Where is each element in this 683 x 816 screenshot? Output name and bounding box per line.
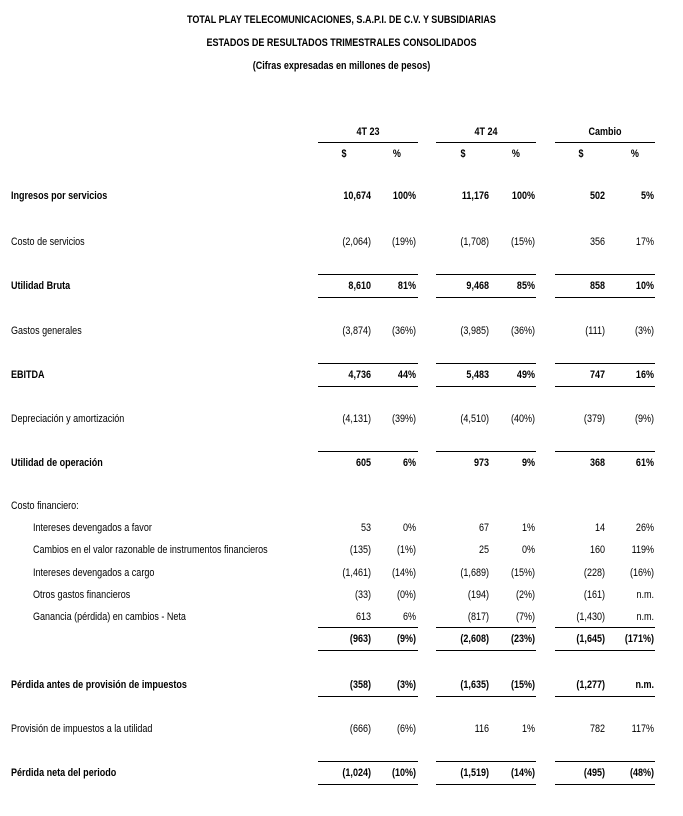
rule-line <box>436 451 536 452</box>
row-value: 9,468 <box>466 280 489 292</box>
rule-line <box>318 761 418 762</box>
row-value: (495) <box>583 767 605 779</box>
rule-line <box>318 696 418 697</box>
column-group-underline <box>555 142 655 143</box>
row-label: Otros gastos financieros <box>33 589 131 601</box>
row-value: (1,024) <box>342 767 371 779</box>
row-value: (14%) <box>391 567 416 579</box>
column-subheader: $ <box>460 148 466 160</box>
row-label: Utilidad Bruta <box>11 280 71 292</box>
statement-title: ESTADOS DE RESULTADOS TRIMESTRALES CONSOLIDADOS <box>206 37 477 49</box>
row-value: 5% <box>640 190 654 202</box>
row-value: (36%) <box>510 325 535 337</box>
rule-line <box>555 784 655 785</box>
row-label: Depreciación y amortización <box>11 413 125 425</box>
row-label: Cambios en el valor razonable de instrumentos financieros <box>33 544 268 556</box>
row-value: 368 <box>589 457 605 469</box>
row-value: (1,461) <box>342 567 371 579</box>
row-value: (14%) <box>510 767 535 779</box>
row-value: (1,708) <box>460 236 489 248</box>
row-value: 356 <box>589 236 605 248</box>
rule-line <box>318 386 418 387</box>
row-value: 502 <box>589 190 605 202</box>
company-title: TOTAL PLAY TELECOMUNICACIONES, S.A.P.I. DE C.V. Y SUBSIDIARIAS <box>187 14 496 26</box>
row-value: (194) <box>467 589 489 601</box>
row-value: 81% <box>397 280 416 292</box>
row-value: (15%) <box>510 679 535 691</box>
row-value: (36%) <box>391 325 416 337</box>
rule-line <box>318 363 418 364</box>
row-value: n.m. <box>636 589 654 601</box>
row-value: 782 <box>589 723 605 735</box>
row-label: Costo financiero: <box>11 500 79 512</box>
row-label: Ingresos por servicios <box>11 190 108 202</box>
column-group-4t24: 4T 24 <box>474 126 498 138</box>
row-value: (3,874) <box>342 325 371 337</box>
rule-line <box>318 627 418 628</box>
rule-line <box>555 386 655 387</box>
rule-line <box>318 297 418 298</box>
row-value: (15%) <box>510 236 535 248</box>
row-value: (111) <box>585 325 605 337</box>
row-label: Intereses devengados a cargo <box>33 567 155 579</box>
rule-line <box>555 363 655 364</box>
rule-line <box>555 696 655 697</box>
row-value: (19%) <box>391 236 416 248</box>
rule-line <box>318 274 418 275</box>
rule-line <box>318 451 418 452</box>
row-value: 44% <box>397 369 416 381</box>
row-value: (1,519) <box>460 767 489 779</box>
row-value: 11,176 <box>461 190 489 202</box>
row-value: n.m. <box>636 611 654 623</box>
column-subheader: % <box>630 148 639 160</box>
row-value: (2%) <box>515 589 535 601</box>
column-group-underline <box>436 142 536 143</box>
row-value: (4,131) <box>342 413 371 425</box>
column-group-4t23: 4T 23 <box>356 126 380 138</box>
row-value: 25 <box>478 544 489 556</box>
row-value: 67 <box>478 522 489 534</box>
row-label: Utilidad de operación <box>11 457 103 469</box>
row-value: 605 <box>355 457 371 469</box>
row-value: (16%) <box>629 567 654 579</box>
rule-line <box>318 650 418 651</box>
row-value: (7%) <box>515 611 535 623</box>
row-value: 4,736 <box>348 369 371 381</box>
row-value: 116 <box>474 723 489 735</box>
row-value: (1%) <box>396 544 416 556</box>
rule-line <box>436 363 536 364</box>
row-value: 973 <box>473 457 489 469</box>
row-value: 117% <box>631 723 654 735</box>
row-label: EBITDA <box>11 369 45 381</box>
row-value: 6% <box>402 611 416 623</box>
row-value: (3,985) <box>460 325 489 337</box>
row-value: 1% <box>521 723 535 735</box>
row-value: (666) <box>349 723 371 735</box>
row-value: (358) <box>349 679 371 691</box>
row-value: 8,610 <box>348 280 371 292</box>
row-label: Pérdida neta del periodo <box>11 767 117 779</box>
row-value: (1,689) <box>460 567 489 579</box>
row-value: 16% <box>635 369 654 381</box>
row-value: (135) <box>349 544 371 556</box>
row-value: (4,510) <box>460 413 489 425</box>
row-value: 17% <box>635 236 654 248</box>
column-group-cambio: Cambio <box>588 126 622 138</box>
row-value: (817) <box>467 611 489 623</box>
row-label: Pérdida antes de provisión de impuestos <box>11 679 187 691</box>
row-value: 160 <box>589 544 605 556</box>
rule-line <box>436 761 536 762</box>
row-value: (2,064) <box>342 236 371 248</box>
row-value: (33) <box>354 589 371 601</box>
rule-line <box>436 650 536 651</box>
rule-line <box>555 627 655 628</box>
row-value: (9%) <box>396 633 416 645</box>
row-value: (171%) <box>624 633 654 645</box>
row-value: 10,674 <box>343 190 371 202</box>
row-value: 53 <box>360 522 371 534</box>
row-value: 1% <box>521 522 535 534</box>
row-value: 10% <box>635 280 654 292</box>
rule-line <box>436 386 536 387</box>
row-value: 5,483 <box>466 369 489 381</box>
row-value: (3%) <box>396 679 416 691</box>
row-value: 100% <box>392 190 416 202</box>
row-value: 858 <box>589 280 605 292</box>
row-label: Provisión de impuestos a la utilidad <box>11 723 153 735</box>
row-value: 613 <box>355 611 371 623</box>
row-value: 85% <box>516 280 535 292</box>
column-subheader: $ <box>578 148 584 160</box>
row-value: 9% <box>521 457 535 469</box>
row-value: (161) <box>583 589 605 601</box>
row-value: (2,608) <box>460 633 489 645</box>
row-label: Intereses devengados a favor <box>33 522 152 534</box>
row-value: (10%) <box>391 767 416 779</box>
row-value: 119% <box>631 544 654 556</box>
row-value: 0% <box>402 522 416 534</box>
row-value: 100% <box>511 190 535 202</box>
rule-line <box>555 650 655 651</box>
row-value: (48%) <box>629 767 654 779</box>
row-value: n.m. <box>635 679 654 691</box>
row-value: (1,635) <box>460 679 489 691</box>
row-value: 26% <box>635 522 654 534</box>
column-subheader: % <box>392 148 401 160</box>
column-subheader: $ <box>341 148 347 160</box>
row-label: Ganancia (pérdida) en cambios - Neta <box>33 611 186 623</box>
column-subheader: % <box>511 148 520 160</box>
column-group-underline <box>318 142 418 143</box>
rule-line <box>555 761 655 762</box>
row-value: (39%) <box>391 413 416 425</box>
rule-line <box>436 274 536 275</box>
row-value: (1,645) <box>576 633 605 645</box>
units-note: (Cifras expresadas en millones de pesos) <box>252 60 431 72</box>
row-value: (6%) <box>396 723 416 735</box>
rule-line <box>555 451 655 452</box>
row-value: (1,277) <box>576 679 605 691</box>
row-value: 6% <box>402 457 416 469</box>
row-value: 747 <box>589 369 605 381</box>
row-value: 14 <box>594 522 605 534</box>
row-value: (963) <box>349 633 371 645</box>
rule-line <box>436 627 536 628</box>
rule-line <box>436 297 536 298</box>
row-value: 0% <box>521 544 535 556</box>
row-value: (23%) <box>510 633 535 645</box>
row-value: 61% <box>635 457 654 469</box>
row-label: Costo de servicios <box>11 236 85 248</box>
row-value: (379) <box>583 413 605 425</box>
row-value: (228) <box>583 567 605 579</box>
rule-line <box>555 297 655 298</box>
rule-line <box>436 784 536 785</box>
row-value: 49% <box>516 369 535 381</box>
rule-line <box>555 274 655 275</box>
row-value: (0%) <box>396 589 416 601</box>
row-value: (40%) <box>510 413 535 425</box>
rule-line <box>318 784 418 785</box>
row-label: Gastos generales <box>11 325 82 337</box>
row-value: (1,430) <box>576 611 605 623</box>
row-value: (9%) <box>634 413 654 425</box>
row-value: (3%) <box>634 325 654 337</box>
rule-line <box>436 696 536 697</box>
row-value: (15%) <box>510 567 535 579</box>
